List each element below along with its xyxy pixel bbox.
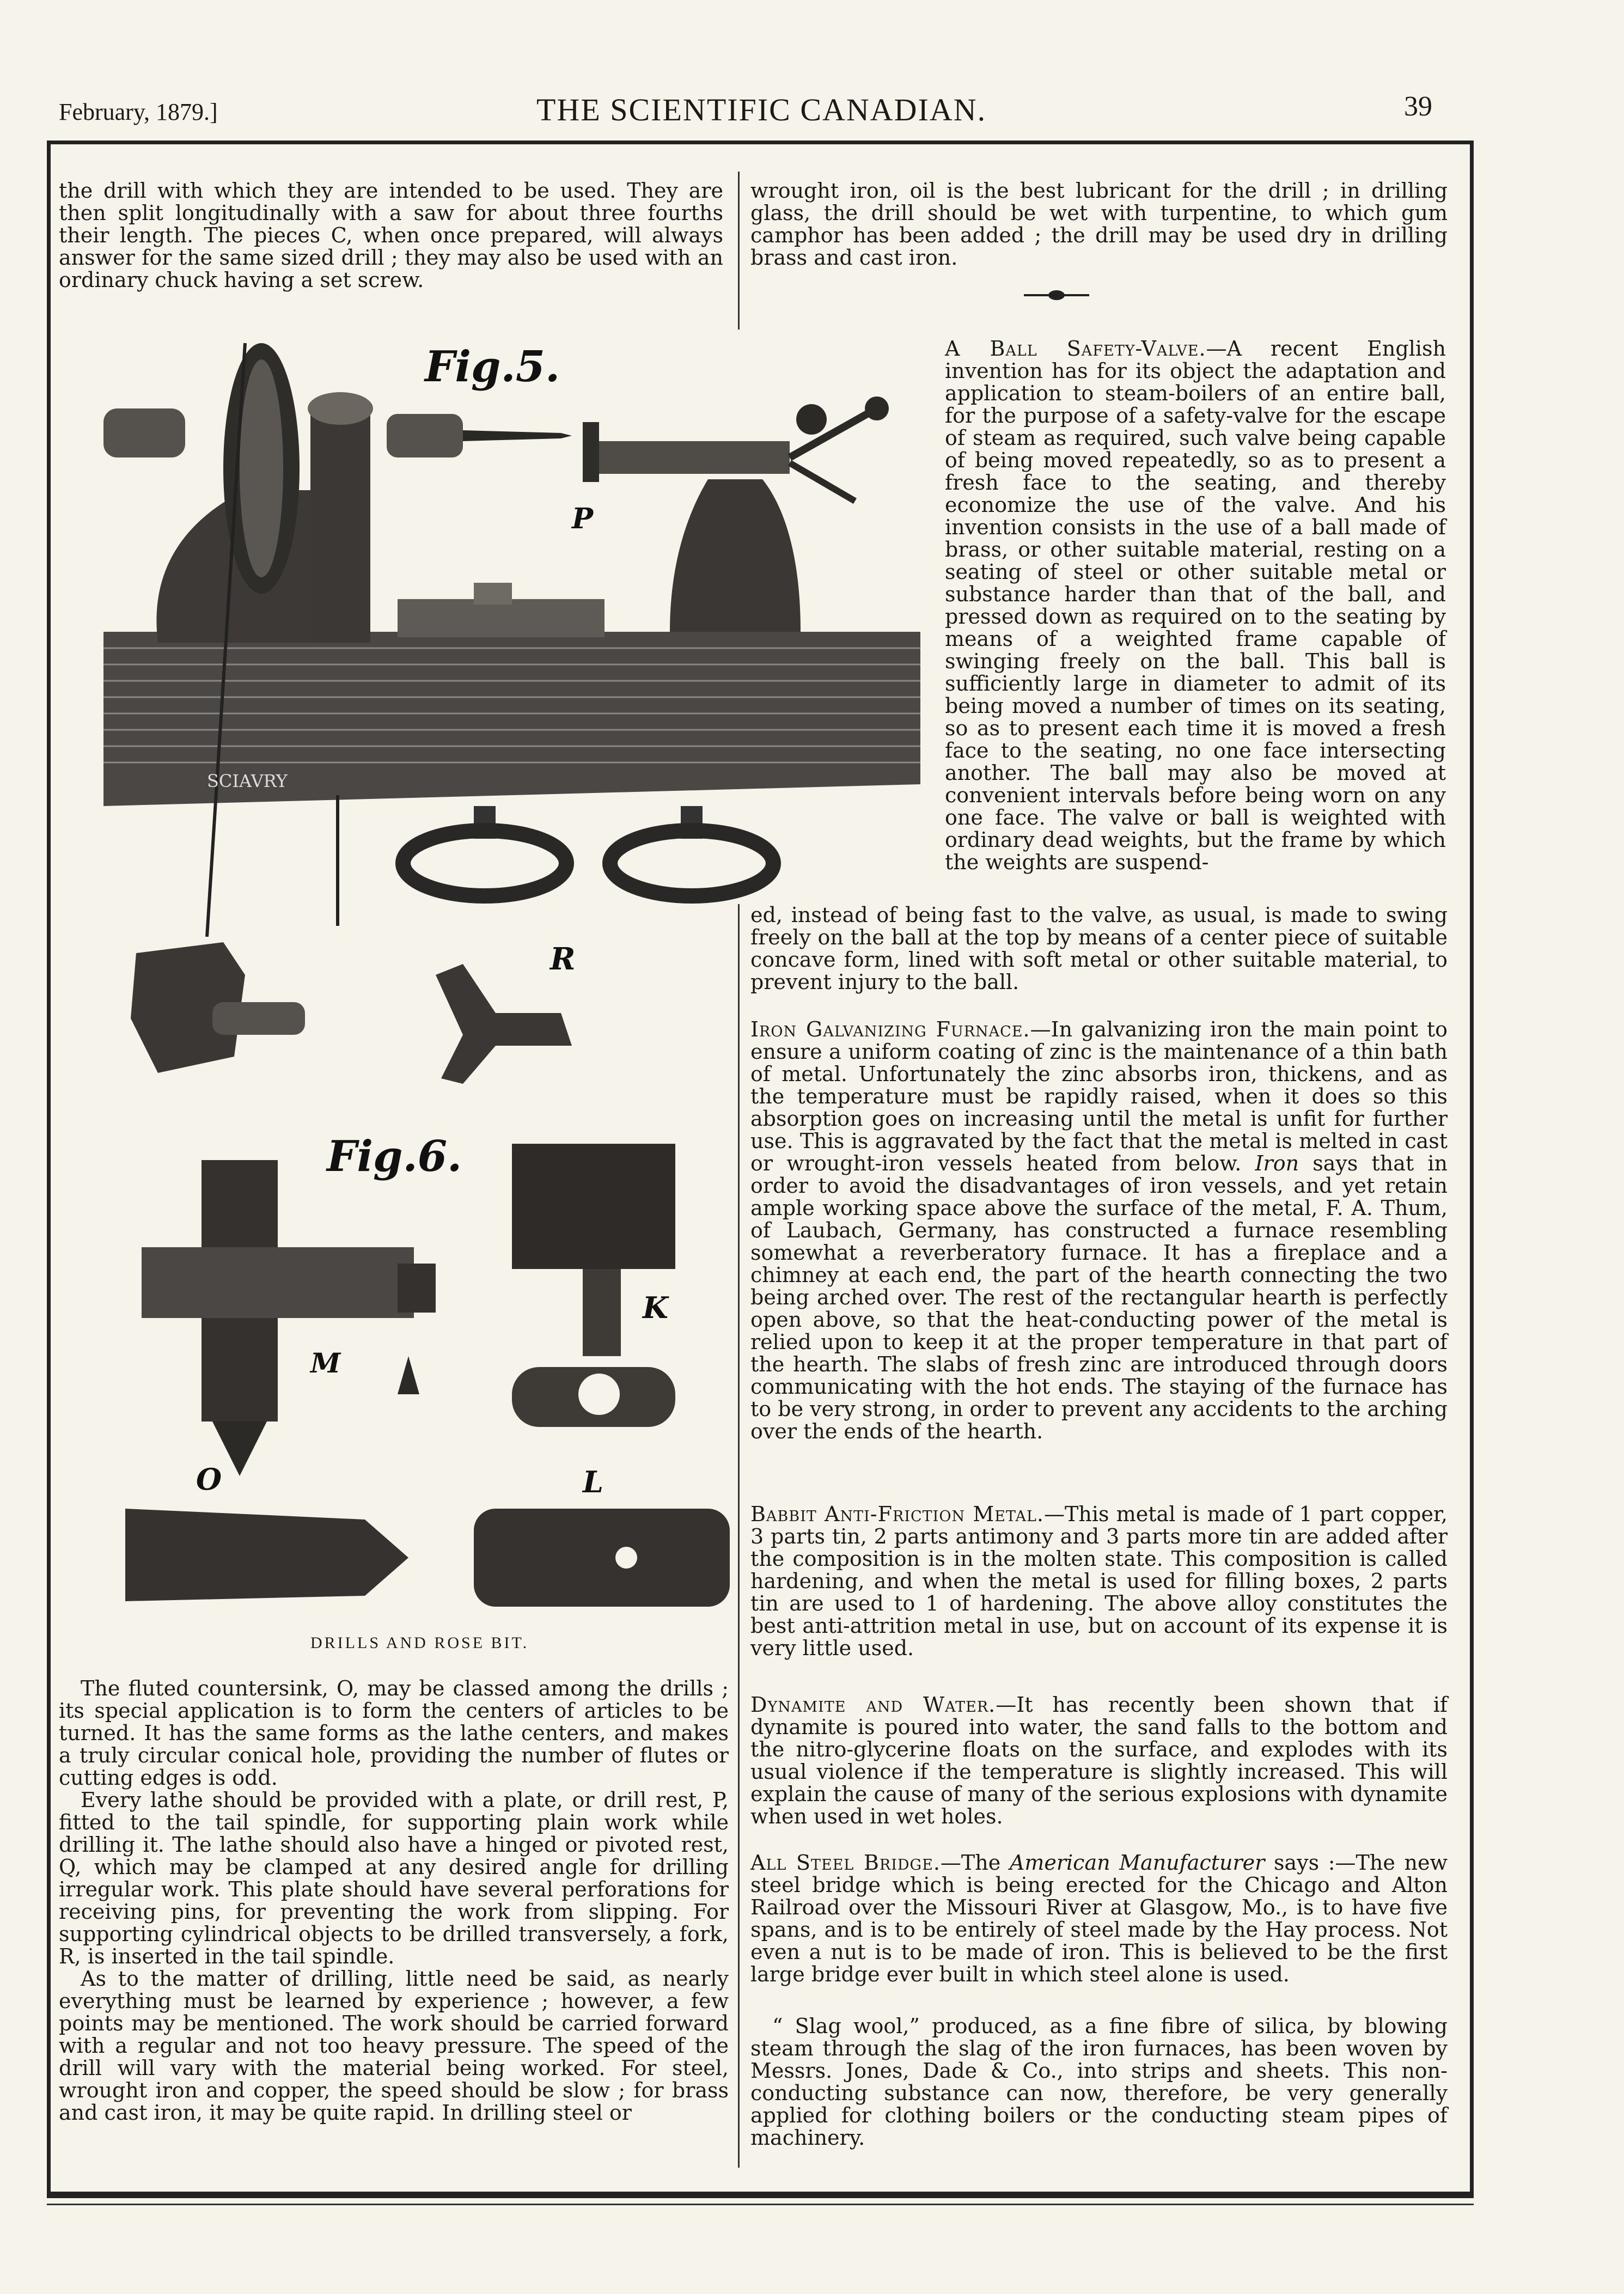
label-m: M xyxy=(310,1347,341,1379)
journal-title: THE SCIENTIFIC CANADIAN. xyxy=(536,92,987,127)
ball-valve-text: —A recent English invention has for its object the adaptation and application to steam-boilers of an entire ball, for the purpose of a safety-valve for the escape of steam as required, such valve being capable of being moved repeatedly, so as to present a fresh face to the seating, and thereby economize the use of the valve. And his invention consists in the use of a ball made of brass, or other suitable material, resting on a seating of steel or other suitable metal or substance harder than that of the ball, and pressed down as required on to the seating by means of a weighted frame capable of swinging freely on the ball. This ball is sufficiently large in diameter to admit of its being moved a number of times on its seating, so as to present each time it is moved a fresh face to the seating, no one face intersecting another. The ball may also be moved at convenient intervals before being worn on any one face. The valve or ball is weighted with ordinary dead weights, but the frame by which the weights are suspend- xyxy=(945,337,1446,874)
bridge-source: American Manufacturer xyxy=(1009,1851,1265,1875)
page-number: 39 xyxy=(1404,91,1432,122)
label-k: K xyxy=(643,1290,668,1325)
babbit-heading: Babbit Anti-Friction Metal. xyxy=(750,1502,1045,1526)
dynamite-heading: Dynamite and Water. xyxy=(750,1693,996,1717)
fig5-label: Fig.5. xyxy=(425,342,560,392)
drills-illustration xyxy=(82,942,746,1612)
countersink-paragraph: The fluted countersink, O, may be classed among the drills ; its special application is to form the centers of articles to be turned. It has the same forms as the lathe centers, and makes a truly circular conical hole, providing the number of flutes or cutting edges is odd. xyxy=(59,1676,729,1790)
issue-date: February, 1879.] xyxy=(59,99,218,125)
dynamite-text: —It has recently been shown that if dynamite is poured into water, the sand falls to the bottom and the nitro-glycerine floats on the surface, and explodes with its usual violence if the temperature is slightly increased. This will explain the cause of many of the serious explosions with dynamite when used in wet holes. xyxy=(750,1693,1448,1828)
ball-valve-heading: A Ball Safety-Valve. xyxy=(945,337,1206,361)
galvanizing-text-b: says that in order to avoid the disadvantages of iron vessels, and yet retain ample working space above the surface of the metal, F. A. Thum, of Laubach, Germany, has constructed a furnace resembling somewhat a reverberatory furnace. It has a fireplace and a chimney at each end, the part of the hearth connecting the two being arched over. The rest of the rectangular hearth is perfectly open above, so that the heat-conducting power of the metal is relied upon to keep it at the proper temperature in that part of the hearth. The slabs of fresh zinc are introduced through doors communicating with the hot ends. The staying of the furnace has to be very strong, in order to prevent any accidents to the arching over the ends of the hearth. xyxy=(750,1151,1448,1443)
slag-paragraph: “ Slag wool,” produced, as a fine fibre of silica, by blowing steam through the slag of the iron furnaces, has been woven by Messrs. Jones, Dade & Co., into strips and sheets. This non-conducting substance can now, therefore, be very generally applied for clothing boilers or the conducting steam pipes of machinery. xyxy=(750,2014,1448,2150)
drill-rest-paragraph: Every lathe should be provided with a plate, or drill rest, P, fitted to the tail spindle, for supporting plain work while drilling it. The lathe should also have a hinged or pivoted rest, Q, which may be clamped at any desired angle for drilling irregular work. This plate should have several perforations for receiving pins, for preventing the work from slipping. For supporting cylindrical objects to be drilled transversely, a fork, R, is inserted in the tail spindle. xyxy=(59,1788,729,1968)
ball-valve-paragraph xyxy=(945,338,1446,874)
label-r: R xyxy=(550,942,576,977)
label-p: P xyxy=(572,502,594,535)
bridge-heading: All Steel Bridge. xyxy=(750,1851,941,1875)
galvanizing-paragraph xyxy=(750,1018,1448,1443)
ball-valve-continued: ed, instead of being fast to the valve, as usual, is made to swing freely on the ball at the top by means of a center piece of suitable concave form, lined with soft metal or other suitable material, to prevent injury to the ball. xyxy=(750,903,1448,994)
galvanizing-heading: Iron Galvanizing Furnace. xyxy=(750,1017,1030,1041)
label-o: O xyxy=(196,1462,222,1497)
babbit-paragraph xyxy=(750,1503,1448,1660)
lathe-stamp: SCIAVRY xyxy=(207,771,288,791)
top-column-rule xyxy=(738,172,740,330)
iron-journal-name: Iron xyxy=(1255,1151,1299,1175)
fig6-label: Fig.6. xyxy=(327,1132,462,1181)
lathe-illustration xyxy=(82,327,931,937)
section-ornament-dot xyxy=(1048,290,1065,300)
dynamite-paragraph xyxy=(750,1694,1448,1828)
bottom-rule xyxy=(47,2204,1474,2205)
bridge-text-b: says :—The new steel bridge which is being erected for the Chicago and Alton Railroad over the Missouri River at Glasgow, Mo., is to have five spans, and is to be entirely of steel made by the Hay process. Not even a nut is to be made of iron. This is believed to be the first large bridge ever built in which steel alone is used. xyxy=(750,1851,1448,1986)
bridge-paragraph xyxy=(750,1852,1448,1986)
top-left-paragraph: the drill with which they are intended to be used. They are then split longitudinally with a saw for about three fourths their length. The pieces C, when once prepared, will always answer for the same sized drill ; they may also be used with an ordinary chuck having a set screw. xyxy=(59,179,723,292)
figure-caption: DRILLS AND ROSE BIT. xyxy=(310,1634,529,1652)
lower-column-rule xyxy=(738,904,740,2168)
bridge-text-a: —The xyxy=(940,1851,1010,1875)
label-l: L xyxy=(583,1465,603,1499)
top-right-paragraph: wrought iron, oil is the best lubricant for the drill ; in drilling glass, the drill should be wet with turpentine, to which gum camphor has been added ; the drill may be used dry in drilling brass and cast iron. xyxy=(750,179,1448,270)
drilling-paragraph: As to the matter of drilling, little need be said, as nearly everything must be learned by experience ; however, a few points may be mentioned. The work should be carried forward with a regular and not too heavy pressure. The speed of the drill will vary with the material being worked. For steel, wrought iron and copper, the speed should be slow ; for brass and cast iron, it may be quite rapid. In drilling steel or xyxy=(59,1967,729,2125)
bottom-left-column xyxy=(59,1677,729,2124)
babbit-text: —This metal is made of 1 part copper, 3 parts tin, 2 parts antimony and 3 parts more tin are added after the composition is in the molten state. This composition is called hardening, and when the metal is used for filling boxes, 2 parts tin are used to 1 of hardening. The above alloy constitutes the best anti-attrition metal in use, but on account of its expense it is very little used. xyxy=(750,1502,1448,1660)
galvanizing-text-a: —In galvanizing iron the main point to ensure a uniform coating of zinc is the maintenance of a thin bath of metal. Unfortunately the zinc absorbs iron, thickens, and as the temperature must be rapidly raised, when it does so this absorption goes on increasing until the metal is unfit for further use. This is aggravated by the fact that the metal is melted in cast or wrought-iron vessels heated from below. xyxy=(750,1017,1448,1175)
